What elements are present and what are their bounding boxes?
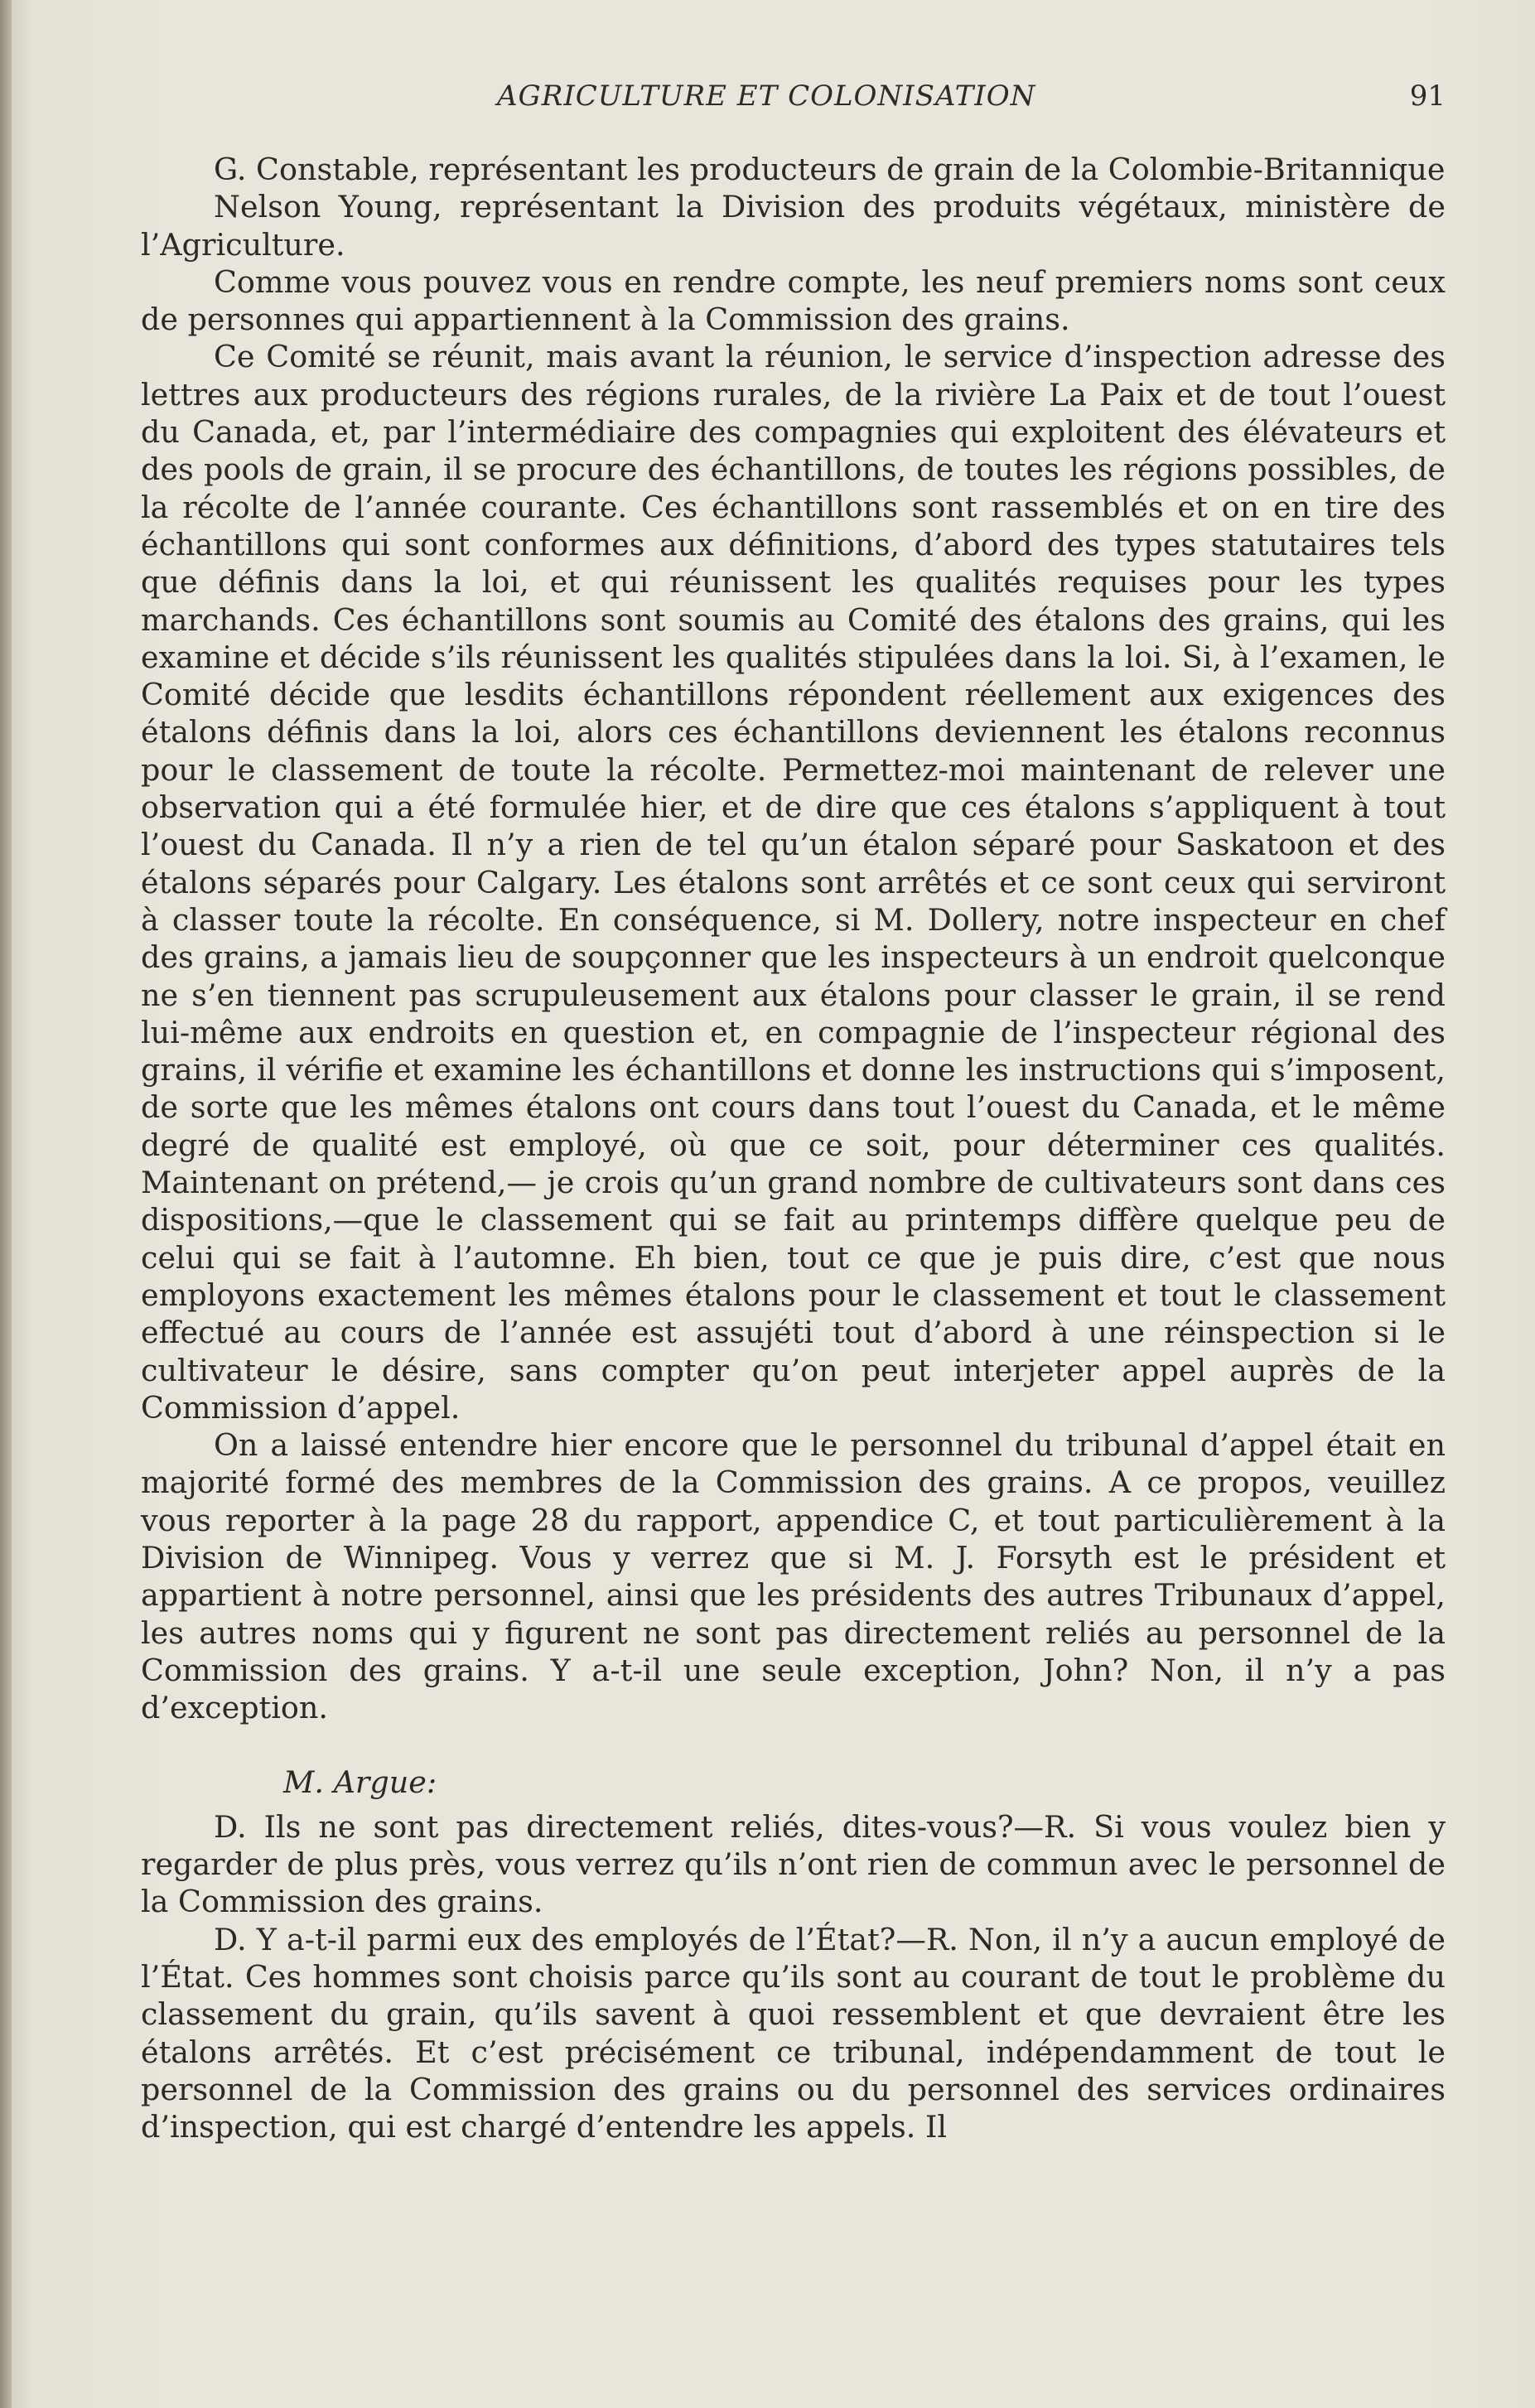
question-answer-2: D. Y a-t-il parmi eux des employés de l’État?—R. Non, il n’y a aucun employé de l’État. Ces hommes sont choisis parce qu’ils sont au courant de tout le problème du classement du grain, qu’ils savent à quoi ressemblent et que devraient être les étalons arrêtés. Et c’est précisément ce tribunal, indépendamment de tout le personnel de la Commission des grains ou du personnel des services ordinaires d’inspection, qui est chargé d’entendre les appels. Il (141, 1921, 1446, 2145)
paragraph-young: Nelson Young, représentant la Division des produits végétaux, ministère de l’Agriculture. (141, 189, 1446, 263)
paragraph-commission-names: Comme vous pouvez vous en rendre compte, les neuf premiers noms sont ceux de personnes qui appartiennent à la Commission des grains. (141, 263, 1446, 338)
paragraph-committee: Ce Comité se réunit, mais avant la réunion, le service d’inspection adresse des lettres aux producteurs des régions rurales, de la rivière La Paix et de tout l’ouest du Canada, et, par l’intermédiaire des compagnies qui exploitent des élévateurs et des pools de grain, il se procure des échantillons, de toutes les régions possibles, de la récolte de l’année courante. Ces échantillons sont rassemblés et on en tire des échantillons qui sont conformes aux définitions, d’abord des types statutaires tels que définis dans la loi, et qui réunissent les qualités requises pour les types marchands. Ces échantillons sont soumis au Comité des étalons des grains, qui les examine et décide s’ils réunissent les qualités stipulées dans la loi. Si, à l’examen, le Comité décide que lesdits échantillons répondent réellement aux exigences des étalons définis dans la loi, alors ces échantillons deviennent les étalons reconnus pour le classement de toute la récolte. Permettez-moi maintenant de relever une observation qui a été formulée hier, et de dire que ces étalons s’appliquent à tout l’ouest du Canada. Il n’y a rien de tel qu’un étalon séparé pour Saskatoon et des étalons séparés pour Calgary. Les étalons sont arrêtés et ce sont ceux qui serviront à classer toute la récolte. En conséquence, si M. Dollery, notre inspecteur en chef des grains, a jamais lieu de soupçonner que les inspecteurs à un endroit quelconque ne s’en tiennent pas scrupuleusement aux étalons pour classer le grain, il se rend lui-même aux endroits en question et, en compagnie de l’inspecteur régional des grains, il vérifie et examine les échantillons et donne les instructions qui s’imposent, de sorte que les mêmes étalons ont cours dans tout l’ouest du Canada, et le même degré de qualité est employé, où que ce soit, pour déterminer ces qualités. Maintenant on prétend,— je crois qu’un grand nombre de cultivateurs sont dans ces dispositions,—que le classement qui se fait au printemps diffère quelque peu de celui qui se fait à l’automne. Eh bien, tout ce que je puis dire, c’est que nous employons exactement les mêmes étalons pour le classement et tout le classement effectué au cours de l’année est assujéti tout d’abord à une réinspection si le cultivateur le désire, sans compter qu’on peut interjeter appel auprès de la Commission d’appel. (141, 339, 1446, 1426)
speaker-label: M. Argue: (283, 1764, 437, 1801)
paragraph-appeal-tribunal: On a laissé entendre hier encore que le personnel du tribunal d’appel était en majorité formé des membres de la Commission des grains. A ce propos, veuillez vous reporter à la page 28 du rapport, appendice C, et tout particulièrement à la Division de Winnipeg. Vous y verrez que si M. J. Forsyth est le président et appartient à notre personnel, ainsi que les présidents des autres Tribunaux d’appel, les autres noms qui y figurent ne sont pas directement reliés au personnel de la Commission des grains. Y a-t-il une seule exception, John? Non, il n’y a pas d’exception. (141, 1427, 1446, 1726)
running-title: AGRICULTURE ET COLONISATION (497, 80, 1036, 113)
book-spine-shadow (0, 0, 12, 2408)
paragraph-constable: G. Constable, représentant les producteurs de grain de la Colombie-Britannique (214, 152, 1446, 187)
page-header (141, 80, 1446, 123)
question-answer-1: D. Ils ne sont pas directement reliés, dites-vous?—R. Si vous voulez bien y regarder de plus près, vous verrez qu’ils n’ont rien de commun avec le personnel de la Commission des grains. (141, 1808, 1446, 1920)
page-number: 91 (1409, 80, 1446, 113)
body-text (141, 151, 1446, 2145)
